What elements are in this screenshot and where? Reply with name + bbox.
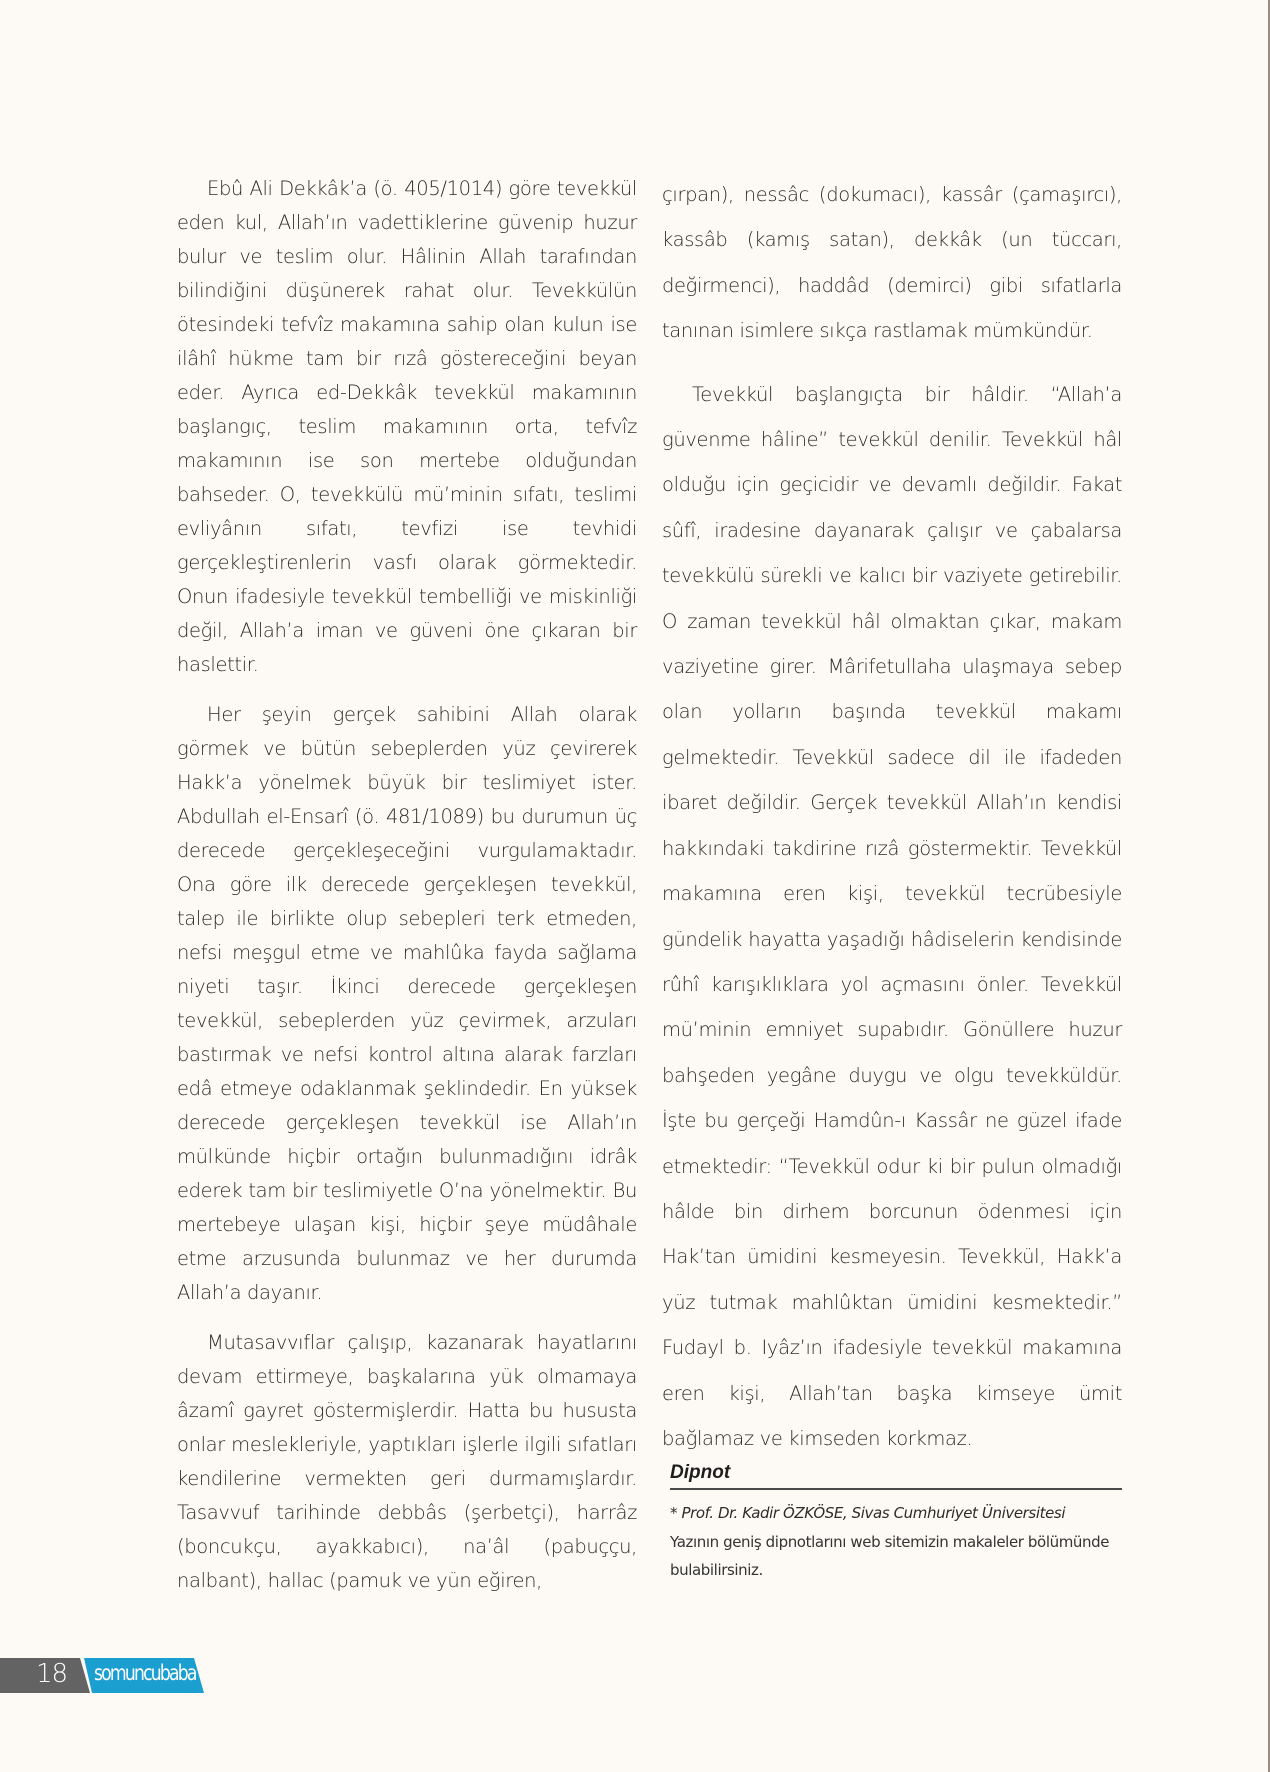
footnote-note: Yazının geniş dipnotlarını web sitemizin makaleler bölümünde bulabilirsiniz. xyxy=(670,1533,1110,1579)
article-right-column xyxy=(662,172,1122,1461)
paragraph-continued: çırpan), nessâc (dokumacı), kassâr (çamaşırcı), kassâb (kamış satan), dekkâk (un tüccarı, değirmenci), haddâd (demirci) gibi sıfatlarla tanınan isimlere sıkça rastlamak mümkündür. xyxy=(662,183,1122,343)
brand-logo: somuncubaba xyxy=(94,1661,196,1685)
footnote-author: * Prof. Dr. Kadir ÖZKÖSE, Sivas Cumhuriyet Üniversitesi xyxy=(670,1504,1066,1522)
paragraph: Ebû Ali Dekkâk’a (ö. 405/1014) göre tevekkül eden kul, Allah’ın vadettiklerine güvenip huzur bulur ve teslim olur. Hâlinin Allah tarafından bilindiğini düşünerek rahat olur. Tevekkülün ötesindeki tefvîz makamına sahip olan kulun ise ilâhî hükme tam bir rızâ göstereceğini beyan eder. Ayrıca ed-Dekkâk tevekkül makamının başlangıç, teslim makamının orta, tefvîz makamının ise son mertebe olduğundan bahseder. O, tevekkülü mü’minin sıfatı, teslimi evliyânın sıfatı, tevfizi ise tevhidi gerçekleştirenlerin vasfı olarak görmektedir. Onun ifadesiyle tevekkül tembelliği ve miskinliği değil, Allah’a iman ve güveni öne çıkaran bir haslettir. xyxy=(177,177,637,676)
article-left-column xyxy=(177,172,637,1598)
paragraph: Mutasavvıflar çalışıp, kazanarak hayatlarını devam ettirmeye, başkalarına yük olmamaya âzamî gayret göstermişlerdir. Hatta bu hususta onlar meslekleriyle, yaptıkları işlerle ilgili sıfatları kendilerine vermekten geri durmamışlardır. Tasavvuf tarihinde debbâs (şerbetçi), harrâz (boncukçu, ayakkabıcı), na’âl (pabuççu, nalbant), hallac (pamuk ve yün eğiren, xyxy=(177,1331,637,1592)
page-footer xyxy=(0,1658,210,1693)
footnote-title: Dipnot xyxy=(670,1462,1122,1490)
footnote-section xyxy=(670,1462,1122,1584)
paragraph: Her şeyin gerçek sahibini Allah olarak görmek ve bütün sebeplerden yüz çevirerek Hakk’a yönelmek büyük bir teslimiyet ister. Abdullah el-Ensarî (ö. 481/1089) bu durumun üç derecede gerçekleşeceğini vurgulamaktadır. Ona göre ilk derecede gerçekleşen tevekkül, talep ile birlikte olup sebepleri terk etmeden, nefsi meşgul etme ve mahlûka fayda sağlama niyeti taşır. İkinci derecede gerçekleşen tevekkül, sebeplerden yüz çevirmek, arzuları bastırmak ve nefsi kontrol altına alarak farzları edâ etmeye odaklanmak şeklindedir. En yüksek derecede gerçekleşen tevekkül ise Allah’ın mülkünde hiçbir ortağın bulunmadığını idrâk ederek tam bir teslimiyetle O’na yönelmektir. Bu mertebeye ulaşan kişi, hiçbir şeye müdâhale etme arzusunda bulunmaz ve her durumda Allah’a dayanır. xyxy=(177,703,637,1304)
paragraph: Tevekkül başlangıçta bir hâldir. “Allah’a güvenme hâline” tevekkül denilir. Tevekkül hâl olduğu için geçicidir ve devamlı değildir. Fakat sûfî, iradesine dayanarak çalışır ve çabalarsa tevekkülü sürekli ve kalıcı bir vaziyete getirebilir. O zaman tevekkül hâl olmaktan çıkar, makam vaziyetine girer. Mârifetullaha ulaşmaya sebep olan yolların başında tevekkül makamı gelmektedir. Tevekkül sadece dil ile ifadeden ibaret değildir. Gerçek tevekkül Allah’ın kendisi hakkındaki takdirine rızâ göstermektir. Tevekkül makamına eren kişi, tevekkül tecrübesiyle gündelik hayatta yaşadığı hâdiselerin kendisinde rûhî karışıklıklara yol açmasını önler. Tevekkül mü’minin emniyet supabıdır. Gönüllere huzur bahşeden yegâne duygu ve olgu tevekküldür. İşte bu gerçeği Hamdûn-ı Kassâr ne güzel ifade etmektedir: “Tevekkül odur ki bir pulun olmadığı hâlde bin dirhem borcunun ödenmesi için Hak’tan ümidini kesmeyesin. Tevekkül, Hakk’a yüz tutmak mahlûktan ümidini kesmektedir.” Fudayl b. Iyâz’ın ifadesiyle tevekkül makamına eren kişi, Allah’tan başka kimseye ümit bağlamaz ve kimseden korkmaz. xyxy=(662,382,1122,1450)
page-number: 18 xyxy=(36,1659,68,1689)
